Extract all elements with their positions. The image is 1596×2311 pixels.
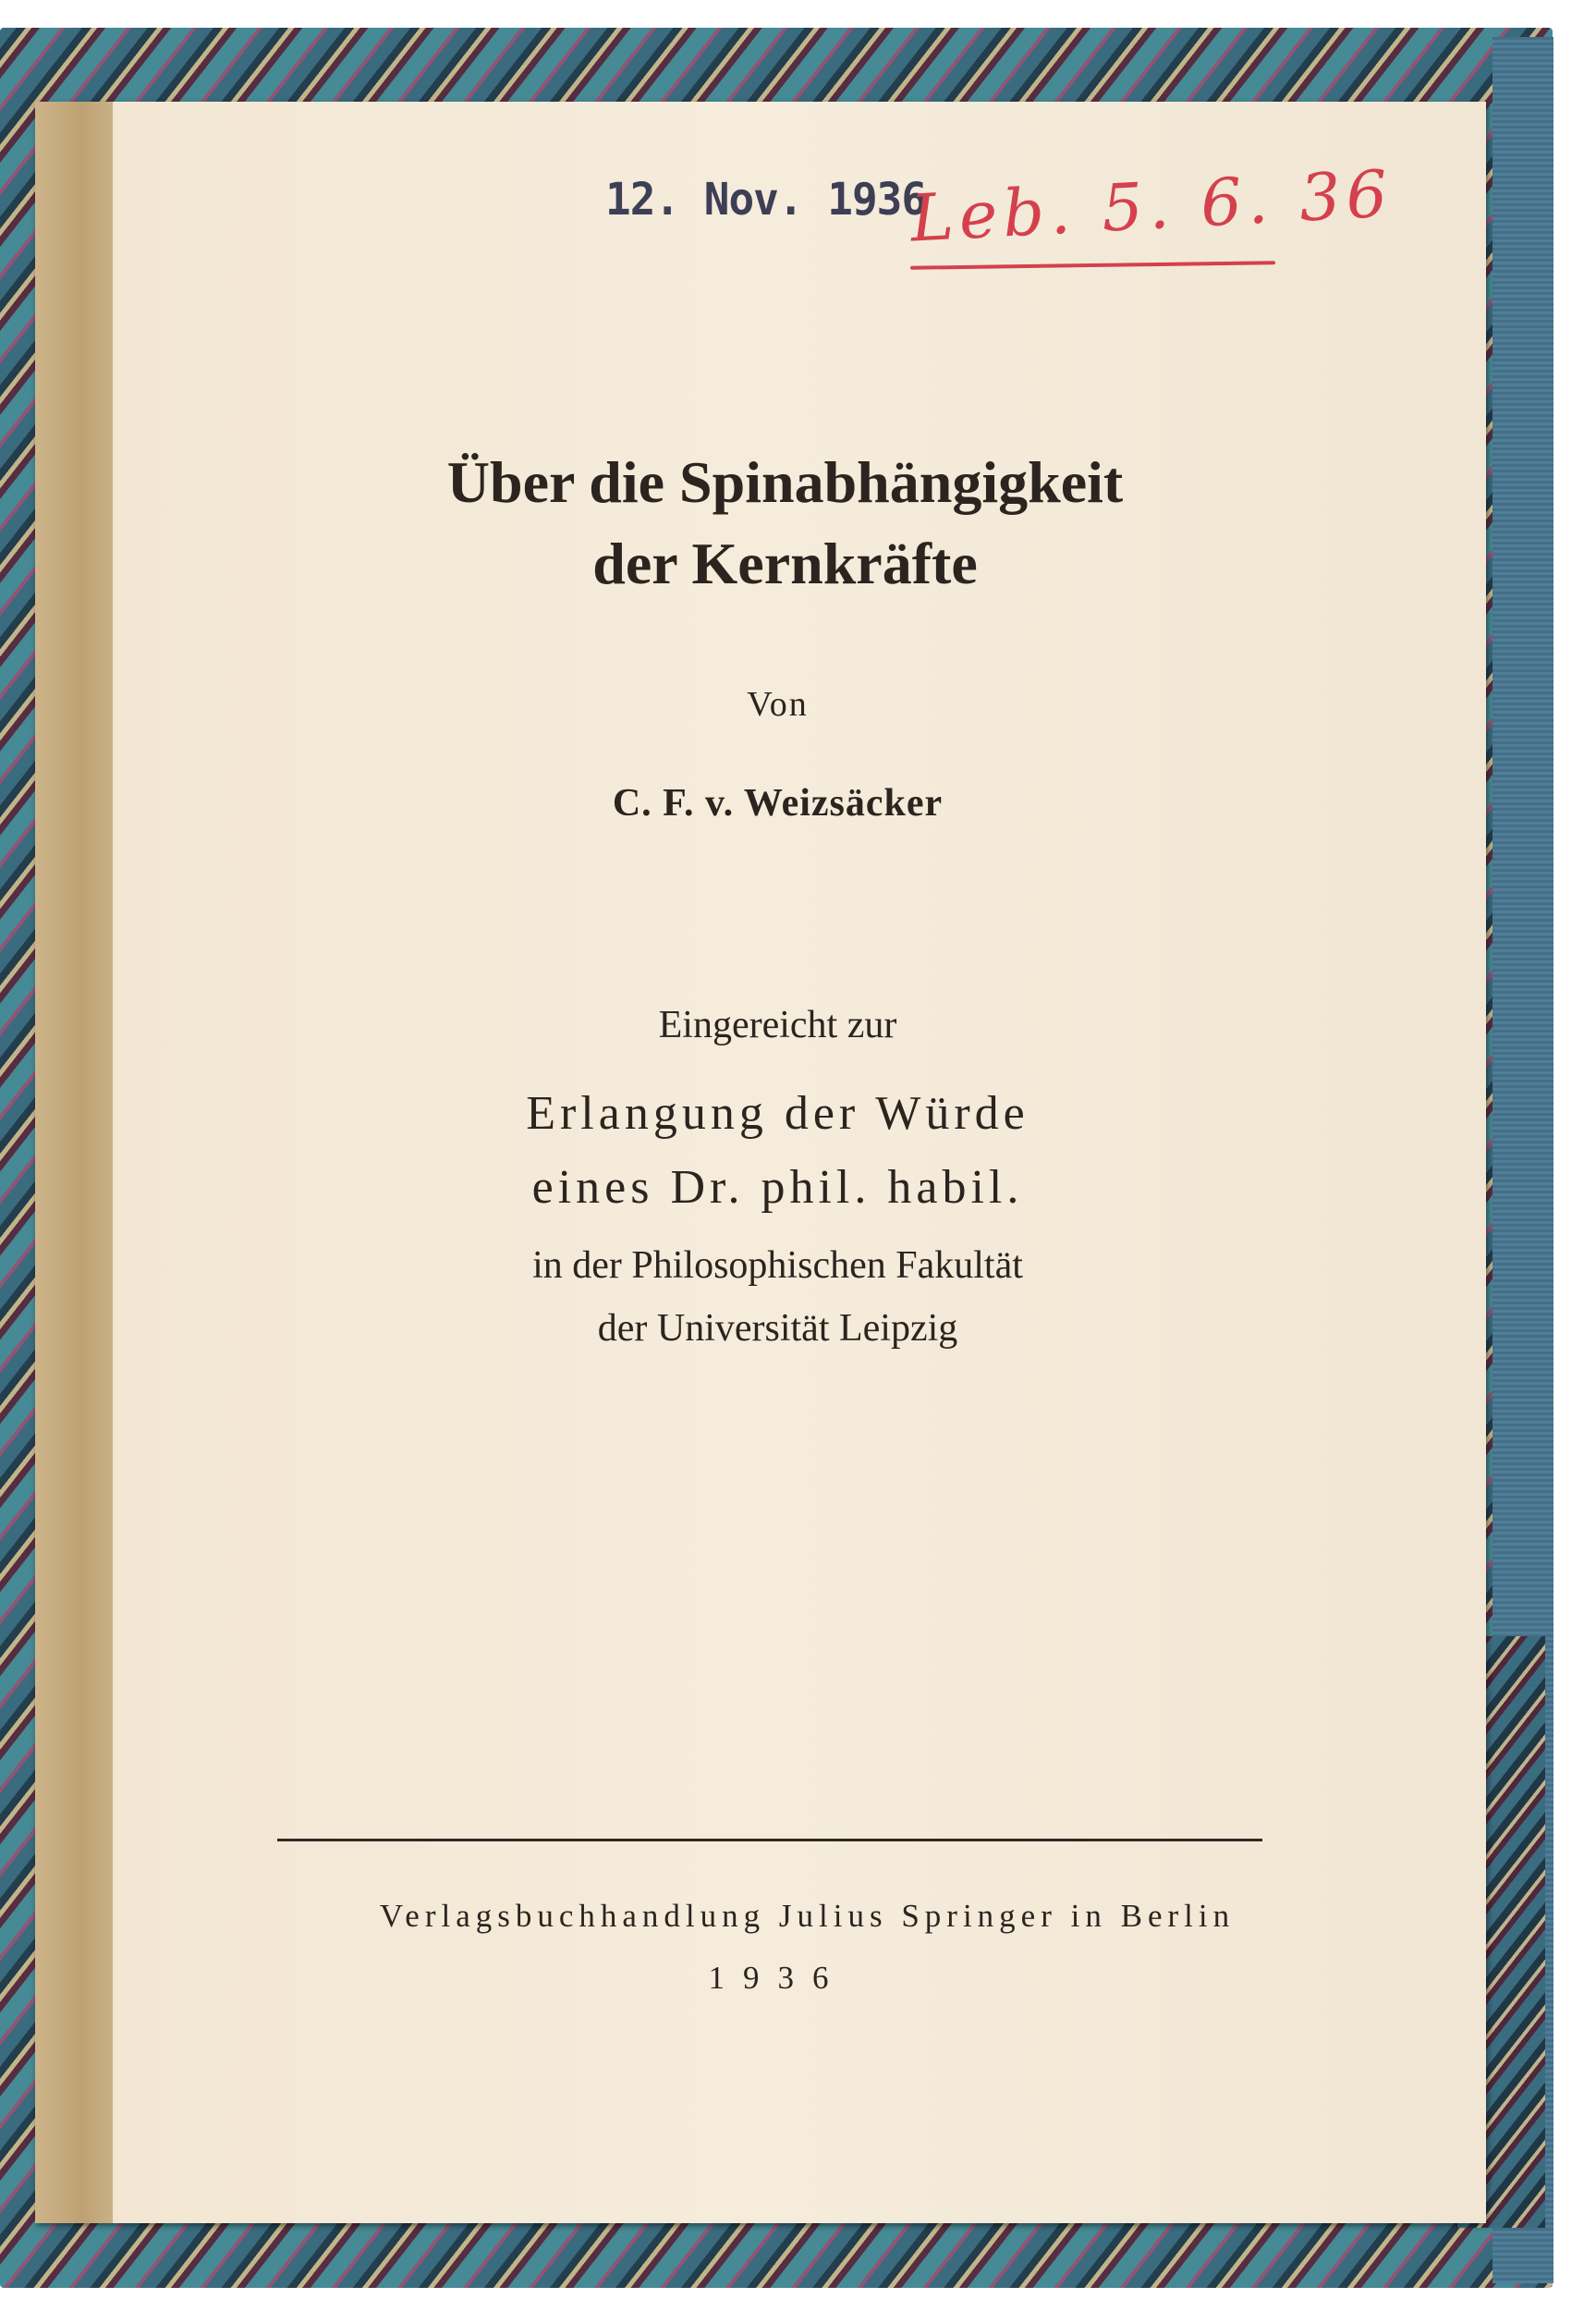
degree-line-2: eines Dr. phil. habil.: [531, 1161, 1024, 1214]
byline-von: Von: [747, 685, 809, 724]
author-name: C. F. v. Weizsäcker: [612, 782, 944, 825]
publication-year: 1936: [708, 1960, 847, 1996]
library-date-stamp: 12. Nov. 1936: [605, 172, 927, 226]
submission-intro: Eingereicht zur: [658, 1004, 897, 1046]
divider-rule: [277, 1839, 1262, 1841]
publisher-name: Verlagsbuchhandlung Julius Springer in Berlin: [379, 1898, 1236, 1934]
title-line-2: der Kernkräfte: [592, 531, 978, 596]
faculty-line-1: in der Philosophischen Fakultät: [532, 1244, 1023, 1287]
faculty-line-2: der Universität Leipzig: [597, 1307, 958, 1350]
degree-line-1: Erlangung der Würde: [526, 1087, 1029, 1140]
handwritten-note: Leb. 5. 6. 36: [908, 155, 1395, 257]
title-line-1: Über die Spinabhängigkeit: [446, 449, 1124, 515]
